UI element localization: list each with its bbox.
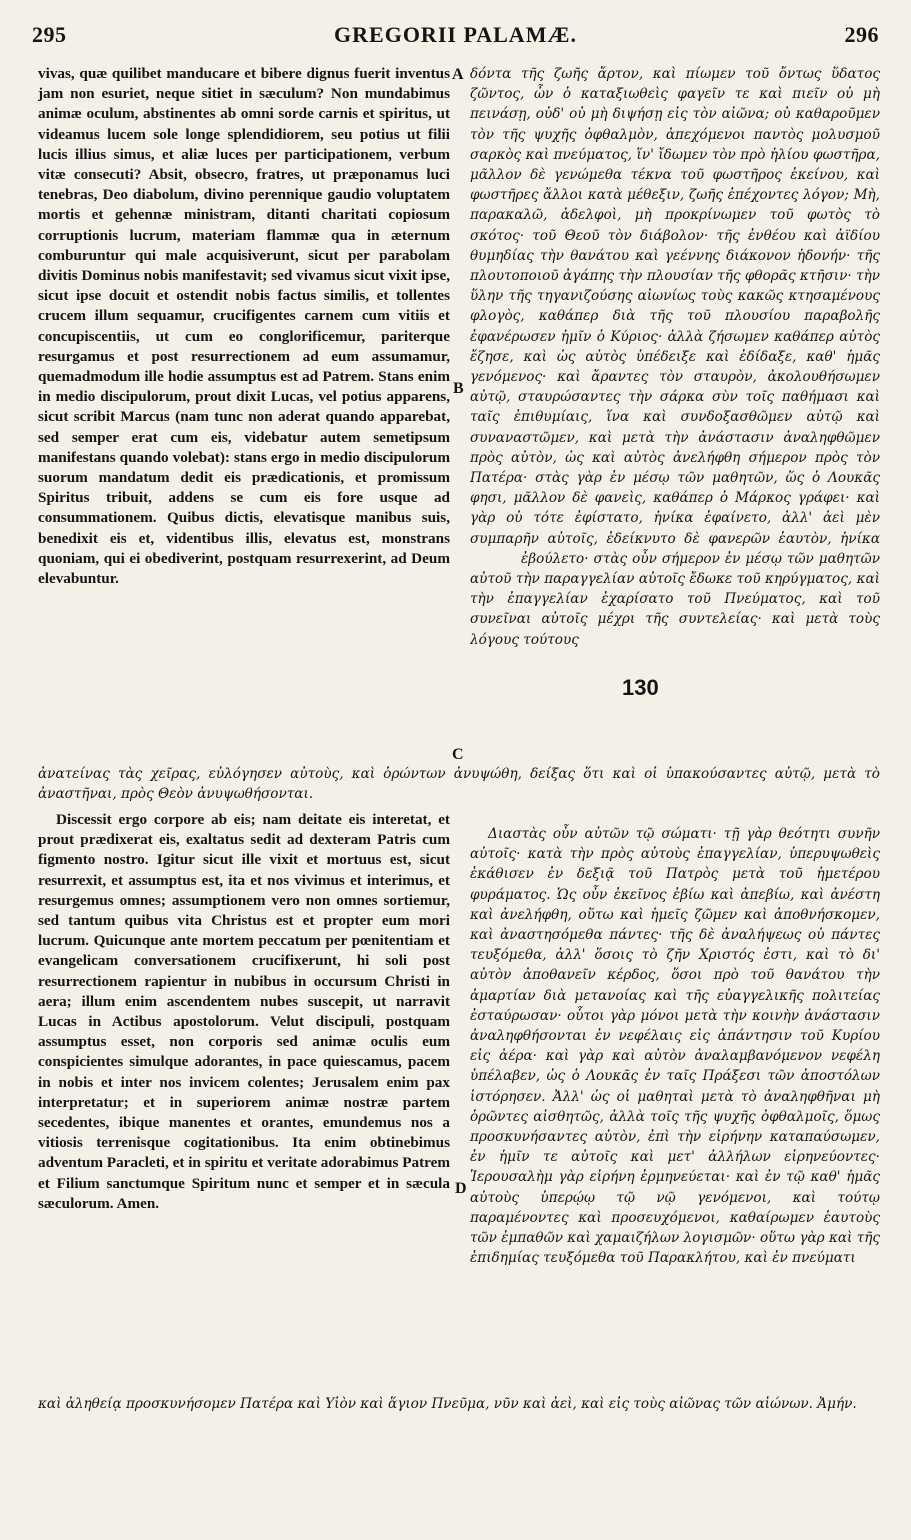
greek-text-part-b: ἐβούλετο· στὰς οὖν σήμερον ἐν μέσῳ τῶν μαθητῶν αὐτοῦ τὴν παραγγελίαν αὐτοῖς ἔδωκε τοῦ κηρύγματος, καὶ τὴν ἐπαγγελίαν ἐχαρίσατο τοῦ Πνεύματος, καὶ τοῦ συνεῖναι αὐτοῖς μέχρι τῆς συντελείας· καὶ μετὰ τοὺς λόγους τούτους	[470, 550, 880, 648]
latin-column-bottom	[38, 810, 450, 1412]
latin-paragraph: vivas, quæ quilibet manducare et bibere dignus fuerit inventus jam non esuriet, neque sitiet in sæculum? Non mundabimus animæ oculum, abstinentes ab omni sorde carnis et spiritus, ut videamus lucem sole longe splendidiorem, seu potius ut filii lucis illius simus, et aliæ luces per participationem, verbum vitæ consecuti? Absit, obsecro, fratres, ut præponamus luci tenebras, Deo diabolum, divino perennique gaudio voluptatem mortis et gehennæ ministram, ditanti charitati copiosum corruptionis lucrum, materiam flammæ qua in æternum comburuntur qui male acquisiverunt, sicut per parabolam divitis Dominus nobis manifestavit; sed vivamus sicut vixit ipse, sicut ipse docuit et ostendit nobis factus similis, et tollentes crucem illum sequamur, crucifigentes carnem cum vitiis et concupiscentiis, ut cum eo conglorificemur, pariterque resurgamus et post resurrectionem ad eum assumamur, quemadmodum ille hodie assumptus est ad Patrem. Stans enim in medio discipulorum, prout dixit Lucas, vel potius apparens, sicut scribit Marcus (nam tunc non aderat quando apparebat, sed semper erat cum eis, videbatur autem semetipsum manifestans quando volebat): stans ergo in medio discipulorum suorum mandatum dedit eis prædicationis, et promissum Spiritus tribuit, addens se cum eis fore usque ad consummationem. Quibus dictis, elevatisque manibus suis, benedixit eis et, videntibus illis, elevatus est, monstrans quoniam, qui ei obediverint, postquam resurrexerint, ad Deum elevabuntur.	[38, 65, 450, 588]
page-header	[28, 8, 883, 52]
greek-paragraph-2: Διαστὰς οὖν αὐτῶν τῷ σώματι· τῇ γὰρ θεότητι συνῆν αὐτοῖς· κατὰ τὴν πρὸς αὐτοὺς ἐπαγγελίαν, ὑπερυψωθεὶς ἐκάθισεν ἐν δεξιᾷ τοῦ Πατρὸς μετὰ τοῦ ἡμετέρου φυράματος. Ὡς οὖν ἐκεῖνος ἐβίω καὶ ἀπεβίω, καὶ ἀνέστη καὶ ἀνελήφθη, οὕτω καὶ ἡμεῖς ζῶμεν καὶ ἀποθνήσκομεν, καὶ ἀναστησόμεθα πάντες· τῆς δὲ ἀναλήψεως οὐ πάντες τευξόμεθα, ἀλλ' ὅσοις τὸ ζῆν Χριστός ἐστι, καὶ τὸ δι' αὐτὸν ἀποθανεῖν κέρδος, ὅσοι πρὸ τοῦ θανάτου τὴν ἁμαρτίαν διὰ μετανοίας καὶ τῆς εὐαγγελικῆς πολιτείας ἐσταύρωσαν· οὗτοι γὰρ μόνοι μετὰ τὴν κοινὴν ἀνάστασιν ἀναληφθήσονται ἐν νεφέλαις εἰς ἀπάντησιν τοῦ Κυρίου εἰς ἀέρα· καὶ γὰρ καὶ αὐτὸν ἀναλαμβανόμενον νεφέλη ὑπέλαβεν, ὡς ὁ Λουκᾶς ἐν ταῖς Πράξεσι τῶν ἀποστόλων ἱστόρησεν. Ἀλλ' ὡς οἱ μαθηταὶ μετὰ τὸ ἀναληφθῆναι μὴ ὁρῶντες αἰσθητῶς, ἀλλὰ τοῖς τῆς ψυχῆς ὀφθαλμοῖς, ὅμως προσκυνήσαντες αὐτὸν, ἐπὶ τὴν εἰρήνην καταπαύσωμεν, ἐν ἡμῖν τε αὐτοῖς καὶ μετ' ἀλλήλων εἰρηνεύοντες· Ἱερουσαλὴμ γὰρ εἰρήνη ἑρμηνεύεται· καὶ ἐν τῷ καθ' ἡμᾶς αὐτοὺς ὑπερῴῳ τῷ νῷ γενόμενοι, καὶ τούτῳ παραμένοντες καὶ προσευχόμενοι, καθαίρωμεν ἑαυτοὺς τῶν ἐμπαθῶν καὶ χαμαιζήλων λογισμῶν· οὕτω γὰρ καὶ τῆς ἐπιδημίας τευξόμεθα τοῦ Παρακλήτου, καὶ ἐν πνεύματι	[470, 826, 880, 1267]
running-title: GREGORII PALAMÆ.	[334, 22, 577, 47]
page-number-right: 296	[844, 22, 879, 47]
section-marker-b: B	[453, 380, 464, 397]
latin-column-top	[38, 64, 450, 742]
greek-text-part-a: δόντα τῆς ζωῆς ἄρτον, καὶ πίωμεν τοῦ ὄντως ὕδατος ζῶντος, ὧν ὁ καταξιωθεὶς φαγεῖν τε καὶ πιεῖν οὐ μὴ πεινάσῃ, οὐδ' οὐ μὴ διψήσῃ εἰς τὸν αἰῶνα; οὐ καθαροῦμεν τὸν τῆς ψυχῆς ὀφθαλμὸν, ἀπεχόμενοι παντὸς μολυσμοῦ σαρκὸς καὶ πνεύματος, ἵν' ἴδωμεν τὸν πρὸ ἡλίου φωστῆρα, μᾶλλον δὲ γενώμεθα τέκνα τοῦ φωστῆρος ἐκείνου, καὶ φωστῆρες ἄλλοι κατὰ μέθεξιν, ζωῆς ἐπέχοντες λόγον; Μὴ, παρακαλῶ, ἀδελφοὶ, μὴ προκρίνωμεν τοῦ φωτὸς τὸ σκότος· τοῦ Θεοῦ τὸν διάβολον· τῆς ἐνθέου καὶ ἀϊδίου θυμηδίας τὴν θανάτου καὶ γεέννης διάκονον ἡδονήν· τῆς πλουτοποιοῦ ἀγάπης τὴν πλουσίαν τῆς φθορᾶς κτῆσιν· τὴν ὕλην τῆς τηγανιζούσης αἰωνίως τοὺς κακῶς κτησαμένους φλογὸς, καθάπερ διὰ τῆς τοῦ πλουσίου παραβολῆς ἐφανέρωσεν ἡμῖν ὁ Κύριος· ἀλλὰ ζήσωμεν καθάπερ αὐτὸς ἔζησε, καὶ ὡς αὐτὸς ὑπέδειξε καὶ ἐδίδαξε, καθ' ἡμᾶς γενόμενος· καὶ ἄραντες τὸν σταυρὸν, ἀκολουθήσωμεν αὐτῷ, σταυρώσαντες τὴν σάρκα σὺν τοῖς παθήμασι καὶ ταῖς ἐπιθυμίαις, ἵνα καὶ συνδοξασθῶμεν αὐτῷ καὶ συναναστῶμεν, καὶ μετὰ τὴν ἀνάστασιν ἀναληφθῶμεν πρὸς αὐτὸν, ὡς καὶ αὐτὸς ἀνελήφθη σήμερον πρὸς τὸν Πατέρα· στὰς γὰρ ἐν μέσῳ τῶν μαθητῶν, ὥς ὁ Λουκᾶς φησι, μᾶλλον δὲ φανεὶς, καθάπερ ὁ Μάρκος γράφει· καὶ γὰρ οὐ τότε ἐφίστατο, ἡνίκα ἐφαίνετο, ἀλλ' ἀεὶ μὲν συμπαρῆν αὐτοῖς, ἐδείκνυτο δὲ φανερῶν ἑαυτὸν, ἡνίκα	[470, 66, 880, 547]
greek-spanning-line-top: ἀνατείνας τὰς χεῖρας, εὐλόγησεν αὐτοὺς, καὶ ὁρώντων ἀνυψώθη, δείξας ὅτι καὶ οἱ ὑπακούσαντες αὐτῷ, μετὰ τὸ ἀναστῆναι, πρὸς Θεὸν ἀνυψωθήσονται.	[38, 766, 880, 802]
greek-column-top	[470, 64, 880, 772]
greek-spanning-line-bottom: καὶ ἀληθείᾳ προσκυνήσομεν Πατέρα καὶ Υἱὸν καὶ ἅγιον Πνεῦμα, νῦν καὶ ἀεὶ, καὶ εἰς τοὺς αἰῶνας τῶν αἰώνων. Ἀμήν.	[38, 1396, 857, 1412]
greek-paragraph	[470, 64, 880, 650]
greek-column-bottom	[470, 824, 880, 1392]
page-number-left: 295	[32, 22, 67, 47]
section-marker-d: D	[455, 1180, 467, 1197]
section-marker-a: A	[452, 66, 464, 83]
section-marker-c: C	[452, 746, 464, 763]
latin-paragraph-2: Discessit ergo corpore ab eis; nam deitate eis interetat, et prout prædixerat eis, exaltatus sedit ad dexteram Patris cum figmento nostro. Igitur sicut ille vixit et mortuus est, sicut resurrexit, et assumptus est, ita et nos vivimus et interimus, et resurgemus omnes; assumptionem vero non omnes sortiemur, sed tantum quibus vita Christus est et propter eum mori lucrum. Quicunque ante mortem peccatum per pœnitentiam et evangelicam conversationem crucifixerunt, hi soli post resurrectionem rapientur in nubibus in occursum Christi in aera; illum enim ascendentem nubes suscepit, ut narravit Lucas in Actibus apostolorum. Velut discipuli, postquam assumptus esset, non corporis sed animæ oculis eum conspicientes simulque adorantes, in pace quiescamus, pacem in nobis et inter nos invicem colentes; Jerusalem enim pax interpretatur; et in superiorem animæ nostræ partem secedentes, ibique manentes et orantes, emundemus nos a vitiosis terrenisque cogitationibus. Ita enim obtinebimus adventum Paracleti, et in spiritu et veritate adorabimus Patrem et Filium sanctumque Spiritum nunc et semper et in sæcula sæculorum. Amen.	[38, 811, 450, 1212]
column-number: 130	[618, 675, 663, 701]
